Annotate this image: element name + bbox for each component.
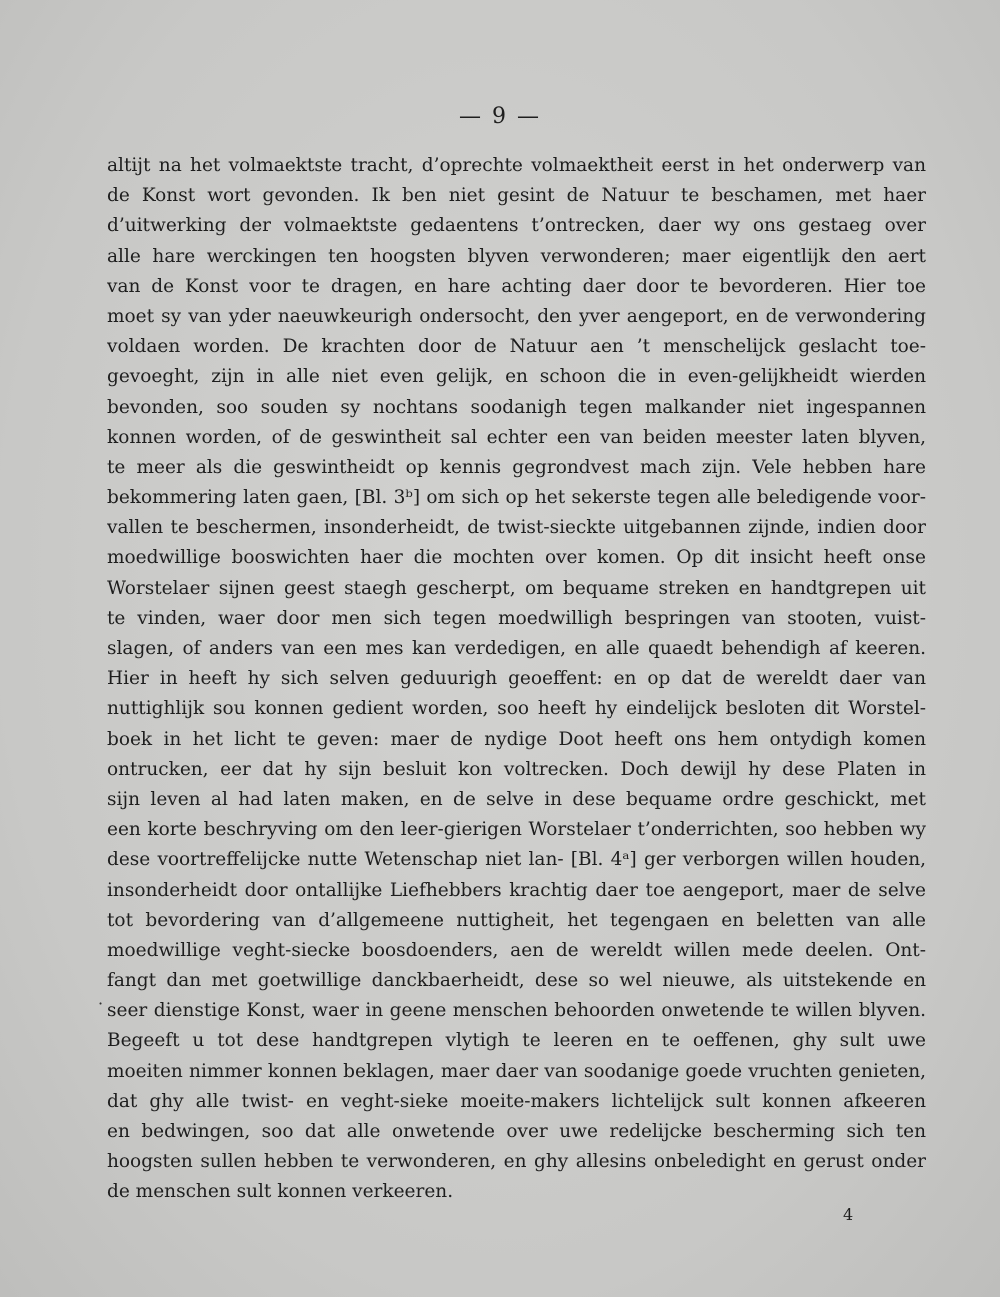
text-line: te vinden, waer door men sich tegen moedwilligh bespringen van stooten, vuist- [107,607,926,629]
text-line: bevonden, soo souden sy nochtans soodanigh tegen malkander niet ingespannen [107,396,926,418]
text-line: van de Konst voor te dragen, en hare achting daer door te bevorderen. Hier toe [107,275,926,297]
text-line: moedwillige veght-siecke boosdoenders, aen de wereldt willen mede deelen. Ont- [107,939,926,961]
text-line: te meer als die geswintheidt op kennis gegrondvest mach zijn. Vele hebben hare [107,456,926,478]
text-line: seer dienstige Konst, waer in geene menschen behoorden onwetende te willen blyven. [107,1000,926,1022]
text-line: vallen te beschermen, insonderheidt, de twist-sieckte uitgebannen zijnde, indien door [107,517,926,539]
text-line: hoogsten sullen hebben te verwonderen, en ghy allesins onbeledight en gerust onder [107,1151,926,1173]
text-line: ontrucken, eer dat hy sijn besluit kon voltrecken. Doch dewijl hy dese Platen in [107,758,926,780]
page-number: — 9 — [459,104,541,129]
text-line: een korte beschryving om den leer-gierigen Worstelaer t’onderrichten, soo hebben wy [107,819,926,841]
signature-mark: 4 [843,1205,854,1224]
text-line: de Konst wort gevonden. Ik ben niet gesint de Natuur te beschamen, met haer [107,185,926,207]
text-line: moedwillige booswichten haer die mochten over komen. Op dit insicht heeft onse [107,547,926,569]
text-line: gevoeght, zijn in alle niet even gelijk, en schoon die in even-gelijkheidt wierden [107,366,926,388]
stray-ink-mark: · [98,994,104,1013]
text-line: moet sy van yder naeuwkeurigh ondersocht, den yver aengeport, en de verwondering [107,305,926,327]
text-line: en bedwingen, soo dat alle onwetende over uwe redelijcke bescherming sich ten [107,1121,926,1142]
text-line: boek in het licht te geven: maer de nydige Doot heeft ons hem ontydigh komen [107,728,926,750]
text-line: Hier in heeft hy sich selven geduurigh geoeffent: en op dat de wereldt daer van [107,668,926,690]
text-line: Begeeft u tot dese handtgrepen vlytigh te leeren en te oeffenen, ghy sult uwe [107,1030,926,1052]
text-line: moeiten nimmer konnen beklagen, maer daer van soodanige goede vruchten genieten, [107,1060,926,1082]
text-line: altijt na het volmaektste tracht, d’oprechte volmaektheit eerst in het onderwerp van [107,155,926,176]
text-line: voldaen worden. De krachten door de Natuur aen ’t menschelijck geslacht toe- [107,336,926,358]
text-line: Worstelaer sijnen geest staegh gescherpt, om bequame streken en handtgrepen uit [107,577,926,599]
text-line: fangt dan met goetwillige danckbaerheidt, dese so wel nieuwe, als uitstekende en [107,970,926,992]
text-line: bekommering laten gaen, [Bl. 3ᵇ] om sich op het sekerste tegen alle beledigende voor- [107,487,926,509]
text-line: insonderheidt door ontallijke Liefhebbers krachtig daer toe aengeport, maer de selve [107,879,926,901]
text-line: tot bevordering van d’allgemeene nuttigheit, het tegengaen en beletten van alle [107,909,926,931]
text-line: de menschen sult konnen verkeeren. [107,1181,454,1203]
body-text [107,151,926,1208]
text-line: alle hare werckingen ten hoogsten blyven verwonderen; maer eigentlijk den aert [107,245,926,267]
text-line: dese voortreffelijcke nutte Wetenschap niet lan- [Bl. 4ᵃ] ger verborgen willen houden, [107,849,926,871]
text-line: d’uitwerking der volmaektste gedaentens t’ontrecken, daer wy ons gestaeg over [107,215,926,237]
text-line: nuttighlijk sou konnen gedient worden, soo heeft hy eindelijck besloten dit Worstel- [107,698,926,720]
text-line: slagen, of anders van een mes kan verdedigen, en alle quaedt behendigh af keeren. [107,638,926,659]
text-line: konnen worden, of de geswintheit sal echter een van beiden meester laten blyven, [107,426,926,448]
text-line: sijn leven al had laten maken, en de selve in dese bequame ordre geschickt, met [107,788,926,810]
text-line: dat ghy alle twist- en veght-sieke moeite-makers lichtelijck sult konnen afkeeren [107,1090,926,1112]
